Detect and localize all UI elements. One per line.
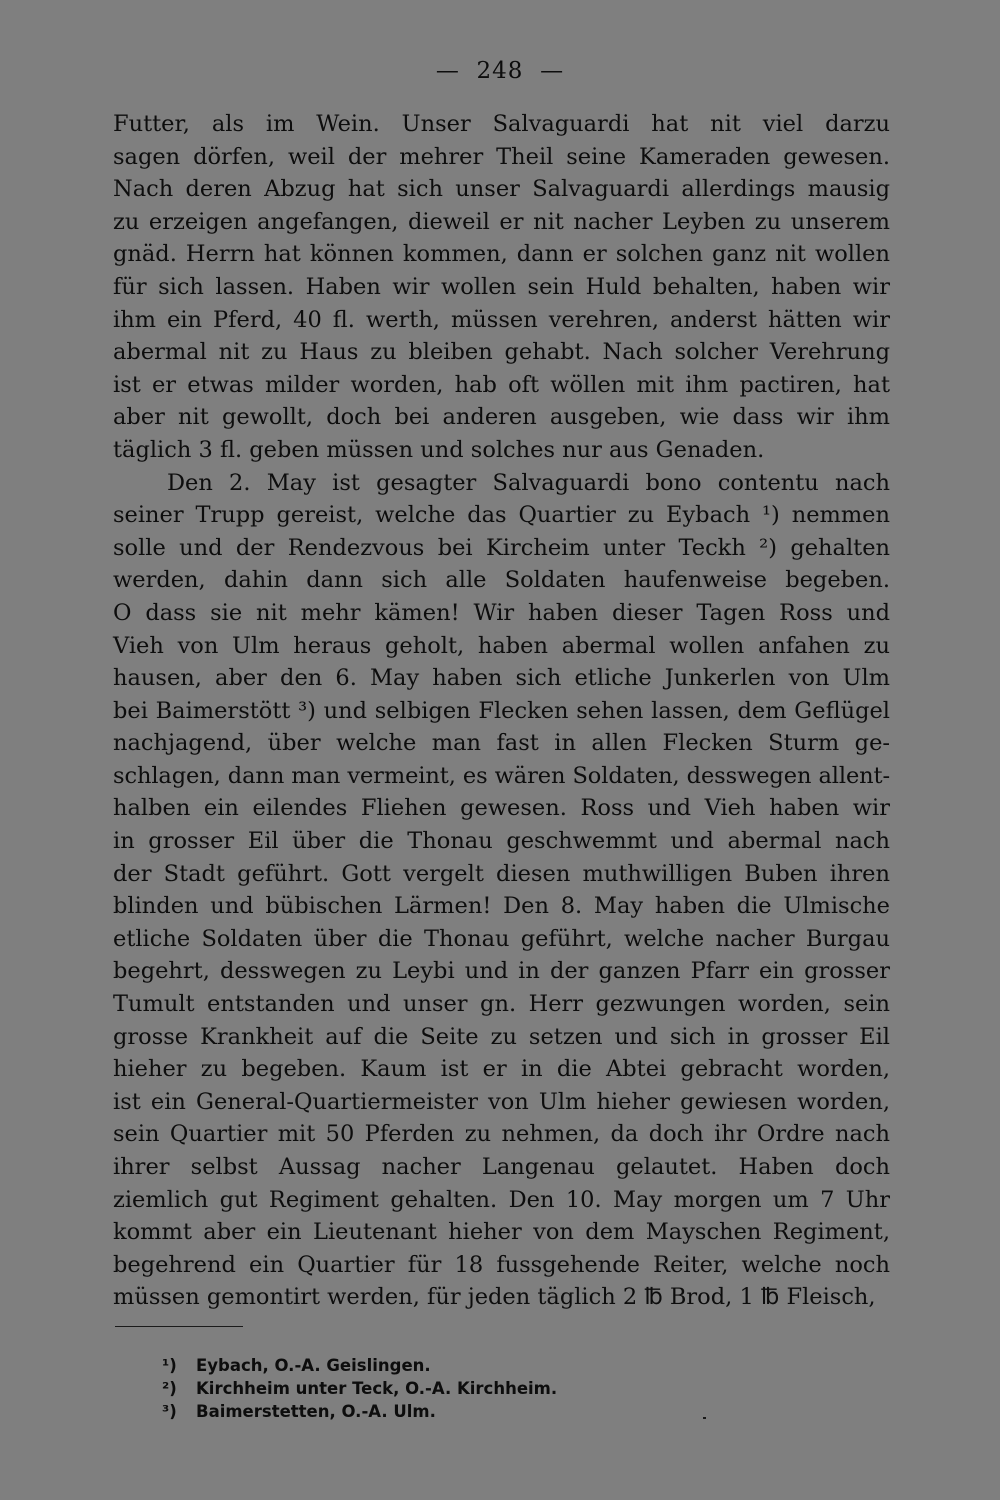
footnote [162,1354,762,1377]
text-line: hieher zu begeben. Kaum ist er in die Abtei gebracht worden, [113,1056,890,1083]
text-line: ihm ein Pferd, 40 fl. werth, müssen verehren, anderst hätten wir [113,306,890,333]
text-line: hausen, aber den 6. May haben sich etliche Junkerlen von Ulm [113,665,890,692]
text-line: nachjagend, über welche man fast in allen Flecken Sturm ge- [113,730,890,757]
text-line: Nach deren Abzug hat sich unser Salvaguardi allerdings mausig [113,176,890,203]
text-line: müssen gemontirt werden, für jeden täglich 2 ℔ Brod, 1 ℔ Fleisch, [113,1284,876,1311]
text-line: werden, dahin dann sich alle Soldaten haufenweise begeben. [113,567,890,594]
text-line: O dass sie nit mehr kämen! Wir haben dieser Tagen Ross und [113,599,890,626]
print-speck [703,1417,706,1419]
footnote-text: Eybach, O.-A. Geislingen. [196,1356,431,1375]
footnote [162,1400,762,1423]
text-line: begehrend ein Quartier für 18 fussgehende Reiter, welche noch [113,1251,890,1278]
text-line: zu erzeigen angefangen, dieweil er nit nacher Leyben zu unserem [113,208,890,235]
text-line: solle und der Rendezvous bei Kircheim unter Teckh ²) gehalten [113,534,890,561]
text-line: bei Baimerstött ³) und selbigen Flecken sehen lassen, dem Geflügel [113,697,890,724]
text-line: abermal nit zu Haus zu bleiben gehabt. Nach solcher Verehrung [113,339,890,366]
footnote-text: Baimerstetten, O.-A. Ulm. [196,1402,436,1421]
text-line: täglich 3 fl. geben müssen und solches nur aus Genaden. [113,436,765,463]
text-line: blinden und bübischen Lärmen! Den 8. May haben die Ulmische [113,893,890,920]
footnote [162,1377,762,1400]
text-line: halben ein eilendes Fliehen gewesen. Ross und Vieh haben wir [113,795,890,822]
text-line: für sich lassen. Haben wir wollen sein Huld behalten, haben wir [113,273,890,300]
text-line: sein Quartier mit 50 Pferden zu nehmen, da doch ihr Ordre nach [113,1121,890,1148]
footnote-text: Kirchheim unter Teck, O.-A. Kirchheim. [196,1379,558,1398]
text-line: ihrer selbst Aussag nacher Langenau gelautet. Haben doch [113,1154,890,1180]
footnote-mark: ¹) [162,1356,177,1375]
text-line: ziemlich gut Regiment gehalten. Den 10. May morgen um 7 Uhr [113,1186,890,1213]
text-line: ist er etwas milder worden, hab oft wöllen mit ihm pactiren, hat [113,371,890,398]
text-line: in grosser Eil über die Thonau geschwemmt und abermal nach [113,828,890,855]
text-line: Futter, als im Wein. Unser Salvaguardi hat nit viel darzu [113,111,890,137]
footnote-mark: ³) [162,1402,177,1421]
page-number: — 248 — [435,58,565,84]
footnotes [162,1354,762,1423]
footnote-mark: ²) [162,1379,177,1398]
text-line: der Stadt geführt. Gott vergelt diesen muthwilligen Buben ihren [113,860,890,887]
text-line: Vieh von Ulm heraus geholt, haben abermal wollen anfahen zu [113,632,890,659]
text-line: sagen dörfen, weil der mehrer Theil seine Kameraden gewesen. [113,143,890,170]
text-line: Tumult entstanden und unser gn. Herr gezwungen worden, sein [113,991,890,1018]
text-line: kommt aber ein Lieutenant hieher von dem Mayschen Regiment, [113,1219,890,1246]
text-line: ist ein General-Quartiermeister von Ulm hieher gewiesen worden, [113,1088,890,1115]
text-line: schlagen, dann man vermeint, es wären Soldaten, desswegen allent- [113,762,890,789]
text-line: gnäd. Herrn hat können kommen, dann er solchen ganz nit wollen [113,241,890,268]
text-line: Den 2. May ist gesagter Salvaguardi bono contentu nach [167,469,890,496]
text-line: grosse Krankheit auf die Seite zu setzen und sich in grosser Eil [113,1023,890,1050]
text-line: etliche Soldaten über die Thonau geführt, welche nacher Burgau [113,925,890,952]
body-text [113,108,890,1314]
text-line: aber nit gewollt, doch bei anderen ausgeben, wie dass wir ihm [113,404,890,431]
text-line: seiner Trupp gereist, welche das Quartier zu Eybach ¹) nemmen [113,502,890,529]
text-line: begehrt, desswegen zu Leybi und in der ganzen Pfarr ein grosser [113,958,890,985]
footnote-rule [115,1326,243,1327]
